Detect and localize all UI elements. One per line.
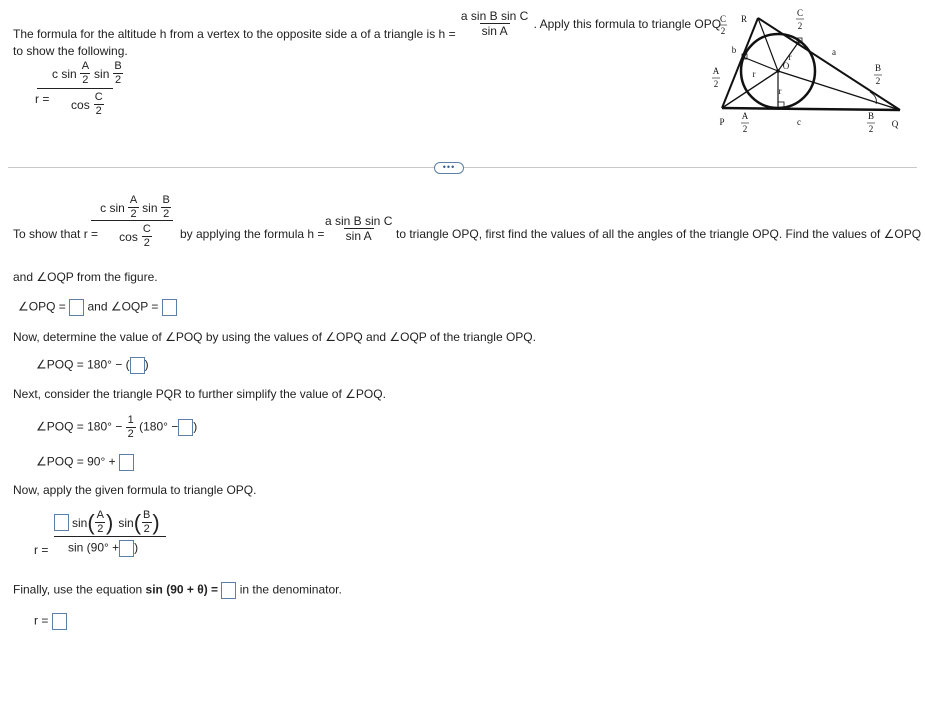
label-R: R	[740, 14, 748, 24]
intro-text-2: . Apply this formula to triangle OPQ	[533, 16, 722, 31]
q1-row	[18, 299, 177, 316]
step1-altitude-formula	[323, 215, 394, 242]
c-sin-text: c sin	[52, 66, 77, 81]
label-b: b	[731, 45, 737, 55]
label-A-half-num-2: A	[741, 111, 749, 121]
label-B-half-num: B	[874, 63, 882, 73]
radius-left	[743, 57, 778, 71]
paren-close: )	[152, 509, 160, 535]
poq-simplified-input[interactable]	[119, 454, 134, 471]
label-O: O	[782, 61, 790, 71]
q2-label: ∠POQ = 180° − (	[36, 357, 130, 372]
q1-opq-label: ∠OPQ =	[18, 299, 66, 314]
step1-denominator	[119, 221, 153, 249]
q3-row-2	[36, 454, 134, 471]
show-more-button[interactable]: •••	[434, 162, 464, 174]
frac-num: C	[94, 91, 103, 103]
frac-num: 1	[127, 414, 134, 426]
label-A-half-den: 2	[713, 79, 719, 89]
label-B-half-den-2: 2	[868, 124, 874, 134]
cos-text: cos	[119, 229, 138, 244]
q4-denominator	[54, 537, 138, 557]
frac-C-2	[93, 92, 105, 117]
frac-B-2	[161, 195, 172, 220]
q3-label: ∠POQ = 180° −	[36, 419, 123, 434]
oqp-answer-input[interactable]	[162, 299, 177, 316]
step1-text-b: by applying the formula h =	[180, 227, 325, 241]
sin-text: sin	[142, 200, 158, 215]
frac-num: A	[129, 194, 138, 206]
q3-close: )	[193, 419, 198, 434]
paren-open: (	[133, 509, 142, 535]
label-A-half-den-2: 2	[742, 124, 748, 134]
q1-and: and	[87, 299, 108, 314]
poq-sum-input[interactable]	[130, 357, 145, 374]
q5-label: r =	[34, 613, 49, 628]
frac-A-2	[95, 510, 106, 535]
label-r-1: r	[752, 69, 756, 79]
opq-answer-input[interactable]	[69, 299, 84, 316]
frac-den: 2	[114, 74, 122, 86]
target-denominator	[71, 89, 105, 117]
q3-label-2: ∠POQ = 90° +	[36, 454, 116, 469]
triangle-figure	[700, 6, 915, 150]
side-PQ	[722, 108, 900, 110]
frac-B-2	[141, 510, 152, 535]
frac-den: 2	[143, 523, 150, 535]
step1-formula	[99, 195, 173, 249]
bisector-R	[758, 18, 778, 71]
q4-r-label: r =	[34, 543, 49, 557]
q3-row-1	[36, 415, 197, 440]
formula-denominator: sin A	[345, 229, 372, 243]
frac-B-2	[112, 61, 123, 86]
label-C-half-num-2: C	[796, 8, 804, 18]
frac-A-2	[80, 61, 91, 86]
frac-den: 2	[95, 105, 102, 117]
incenter-dot	[776, 69, 780, 73]
q4-formula	[54, 510, 166, 557]
frac-num: C	[142, 223, 151, 235]
q2-close: )	[144, 357, 149, 372]
step5-text-a: Finally, use the equation	[13, 582, 143, 597]
frac-den: 2	[127, 428, 134, 440]
label-C-half-den-2: 2	[797, 21, 803, 31]
cos-identity-input[interactable]	[221, 582, 236, 599]
paren-close: )	[106, 509, 114, 535]
altitude-formula	[459, 10, 530, 37]
step1-text-a: To show that r =	[13, 227, 99, 241]
denominator-angle-input[interactable]	[119, 540, 134, 557]
frac-num: B	[143, 509, 151, 521]
c-sin-text: c sin	[100, 200, 125, 215]
label-P: P	[719, 117, 725, 127]
q4-den-text: sin (90° +	[68, 540, 120, 555]
step1-angle-opq: ∠OPQ	[883, 227, 922, 241]
step1-text-d: and ∠OQP from the figure.	[13, 270, 158, 284]
target-formula	[52, 61, 124, 117]
sin-text: sin	[118, 515, 134, 530]
frac-num: A	[96, 509, 105, 521]
step1-text-c-body: to triangle OPQ, first find the values of all the angles of the triangle OPQ. Find the values of	[396, 227, 881, 241]
q5-row	[34, 613, 67, 630]
frac-den: 2	[82, 74, 89, 86]
step5-sin-expr: sin (90 + θ) =	[145, 582, 219, 597]
sin-text: sin	[72, 515, 88, 530]
q4-close: )	[134, 540, 139, 555]
label-A-half-num: A	[712, 66, 720, 76]
label-r-2: r	[788, 52, 792, 62]
frac-num: A	[81, 60, 90, 72]
q1-oqp-label: ∠OQP =	[110, 299, 159, 314]
frac-A-2	[128, 195, 139, 220]
label-B-half-den: 2	[875, 76, 881, 86]
target-r-label: r =	[35, 92, 50, 106]
q4-numerator	[54, 510, 160, 535]
target-numerator	[52, 61, 124, 88]
frac-den: 2	[97, 523, 104, 535]
intro-text-3: to show the following.	[13, 44, 128, 58]
label-C-half-den: 2	[720, 26, 726, 36]
intro-text-1: The formula for the altitude h from a vertex to the opposite side a of a triangle is h =	[13, 26, 456, 41]
angle-r-input[interactable]	[178, 419, 193, 436]
formula-denominator: sin A	[481, 24, 508, 38]
step4-text: Now, apply the given formula to triangle OPQ.	[13, 483, 257, 497]
formula-numerator: a sin B sin C	[325, 214, 393, 228]
frac-half	[126, 415, 136, 440]
step2-text: Now, determine the value of ∠POQ by using the values of ∠OPQ and ∠OQP of the triangle OPQ.	[13, 330, 536, 344]
final-r-input[interactable]	[52, 613, 67, 630]
label-c: c	[797, 117, 801, 127]
intro-line	[13, 9, 722, 41]
label-Q: Q	[891, 119, 899, 129]
step5-row	[13, 582, 342, 599]
frac-den: 2	[163, 208, 170, 220]
cos-text: cos	[71, 97, 90, 112]
step5-text-b: in the denominator.	[239, 582, 342, 597]
frac-den: 2	[143, 237, 150, 249]
sin-text: sin	[94, 66, 110, 81]
paren-open: (	[87, 509, 95, 535]
side-PR	[722, 18, 758, 108]
label-B-half-num-2: B	[867, 111, 875, 121]
label-C-half-num: C	[719, 14, 727, 24]
formula-numerator: a sin B sin C	[460, 9, 529, 23]
step1-text-c	[396, 227, 921, 241]
step3-text: Next, consider the triangle PQR to further simplify the value of ∠POQ.	[13, 387, 386, 401]
frac-num: B	[114, 60, 122, 72]
q2-row	[36, 357, 149, 374]
label-a: a	[832, 47, 836, 57]
frac-num: B	[162, 194, 170, 206]
label-r-3: r	[778, 86, 782, 96]
q3-paren: (180° −	[139, 419, 179, 434]
side-length-input[interactable]	[54, 514, 69, 531]
frac-C-2	[141, 224, 153, 249]
step1-numerator	[100, 195, 172, 220]
frac-den: 2	[130, 208, 137, 220]
